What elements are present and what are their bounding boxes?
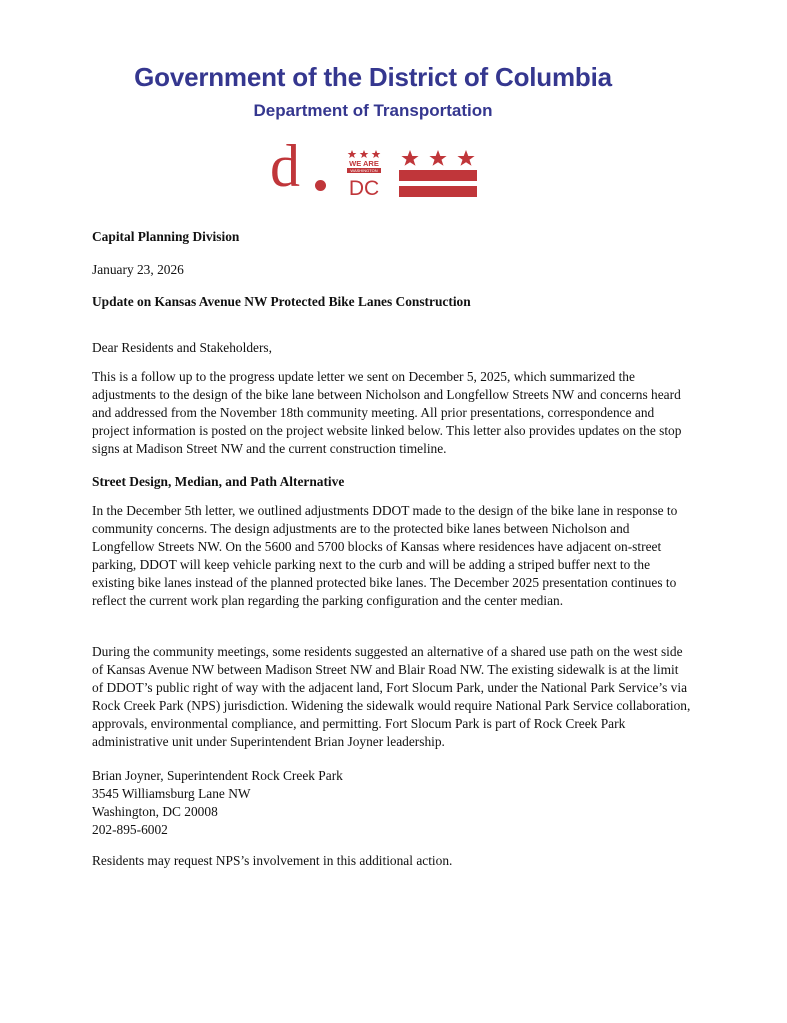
contact-phone: 202-895-6002 bbox=[92, 822, 168, 837]
we-are-text: WE ARE bbox=[349, 159, 379, 168]
section-heading: Street Design, Median, and Path Alternative bbox=[92, 474, 345, 489]
contact-name: Brian Joyner, Superintendent Rock Creek Park bbox=[92, 768, 343, 783]
paragraph-intro: This is a follow up to the progress update letter we sent on December 5, 2025, which summarized the adjustments to the design of the bike lane between Nicholson and Longfellow Streets NW and concerns heard and addressed from the November 18th community meeting. All prior presentations, correspondence and project information is posted on the project website linked below. This letter also provides updates on the stop signs at Madison Street NW and the current construction timeline. bbox=[92, 369, 682, 456]
letter-date: January 23, 2026 bbox=[92, 262, 184, 277]
ddot-d-logo: d bbox=[270, 133, 300, 199]
government-title: Government of the District of Columbia bbox=[134, 62, 612, 92]
closing-line: Residents may request NPS’s involvement in this additional action. bbox=[92, 853, 453, 868]
letter-subject: Update on Kansas Avenue NW Protected Bike Lanes Construction bbox=[92, 294, 471, 309]
ddot-dot-logo bbox=[315, 180, 326, 191]
salutation: Dear Residents and Stakeholders, bbox=[92, 340, 272, 355]
contact-street: 3545 Williamsburg Lane NW bbox=[92, 786, 251, 801]
paragraph-design: In the December 5th letter, we outlined adjustments DDOT made to the design of the bike lane in response to community concerns. The design adjustments are to the protected bike lanes between Nicholson and Longfellow Streets NW. On the 5600 and 5700 blocks of Kansas where residences have adjacent on-street parking, DDOT will keep vehicle parking next to the curb and will be adding a striped buffer next to the existing bike lanes instead of the planned protected bike lanes. The December 2025 presentation continues to reflect the current work plan regarding the parking configuration and the center median. bbox=[92, 503, 678, 608]
contact-city: Washington, DC 20008 bbox=[92, 804, 218, 819]
contact-block bbox=[92, 767, 692, 839]
paragraph-path: During the community meetings, some residents suggested an alternative of a shared use path on the west side of Kansas Avenue NW between Madison Street NW and Blair Road NW. The existing sidewalk is at the limit of DDOT’s public right of way with the adjacent land, Fort Slocum Park, under the National Park Service’s via Rock Creek Park (NPS) jurisdiction. Widening the sidewalk would require National Park Service collaboration, approvals, environmental compliance, and permitting. Fort Slocum Park is part of Rock Creek Park administrative unit under Superintendent Brian Joyner leadership. bbox=[92, 644, 691, 749]
we-are-dc-logo bbox=[346, 148, 382, 198]
dc-text: DC bbox=[348, 177, 380, 198]
division-heading: Capital Planning Division bbox=[92, 229, 240, 244]
dc-flag-logo bbox=[399, 148, 477, 198]
washington-text: WASHINGTON bbox=[350, 168, 378, 173]
department-subtitle: Department of Transportation bbox=[253, 101, 493, 120]
